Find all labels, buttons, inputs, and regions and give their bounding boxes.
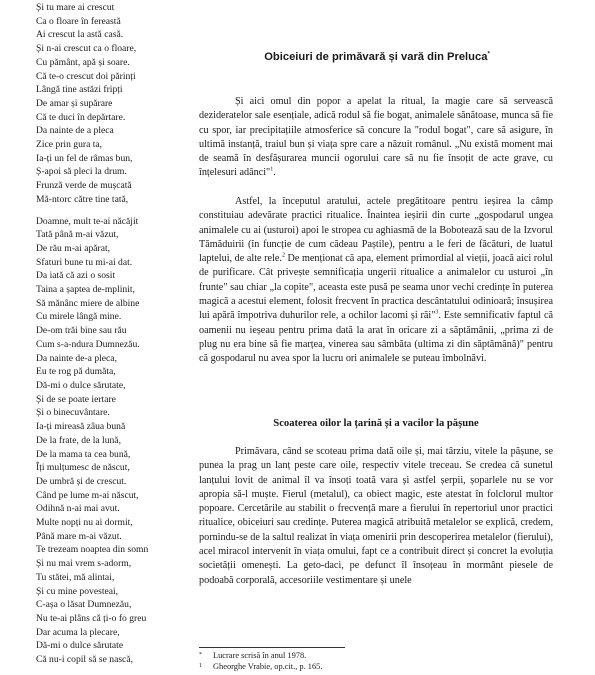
- title-footnote-mark: *: [487, 51, 490, 58]
- poem-line: Ai crescut la astă casă.: [36, 29, 124, 41]
- article-title-text: Obiceiuri de primăvară și vară din Preluca: [264, 51, 488, 63]
- poem-line: Tată până m-ai văzut,: [36, 229, 119, 241]
- poem-line: Te trezeam noaptea din somn: [36, 544, 149, 556]
- poem-line: De umbră și de crescut.: [36, 475, 127, 487]
- poem-line: Sfaturi bune tu mi-ai dat.: [36, 256, 133, 268]
- poem-line: Îți mulțumesc de născut,: [36, 462, 130, 474]
- poem-line: Doamne, mult te-ai năcăjit: [36, 215, 139, 227]
- poem-line: Ia-ți un fel de râmas bun,: [36, 152, 133, 164]
- footnote-item: [199, 661, 553, 672]
- poem-line: Da nainte de a pleca: [36, 125, 114, 137]
- poem-line: Dă-mi o dulce sărutate: [36, 640, 124, 652]
- poem-line: Ia-ți mireasă zâua bună: [36, 421, 126, 433]
- paragraph-text: De menționat că apa, element primordial al vieții, joacă aici rolul de purificare. Cât privește semnificația ungerii ritualice a animalelor cu usturoi „în frunte" sau chiar „la copite", aceasta este pusă pe seama unor vechi credințe în puterea magică a acestui element, folosit frecvent în practica descântatului odinioară; însușirea lui apără împotriva duhurilor rele, a ochilor lacomi și răi": [199, 253, 554, 322]
- poem-line: Cum s-a-ndura Dumnezău.: [36, 338, 140, 350]
- paragraph-text: Și aici omul din popor a apelat la ritual, la magie care să servească dezideratelor sale esențiale, adică rodul să fie bogat, animalele sănătoase, munca să fie cu spor, iar precipitațiile atmosferice să concure la "rodul bogat", care să asigure, în ultimă instanță, traiul bun și viața spre care a năzuit românul. „Nu există moment mai de seamă în desfășurarea muncii ogorului care să nu fie însoțit de acte grave, cu înțelesuri adânci": [199, 96, 553, 179]
- paragraph-text: .: [273, 167, 276, 179]
- poem-line: Dar acuma la plecare,: [36, 626, 120, 638]
- poem-line: Taina a șaptea de-mplinit,: [36, 284, 135, 296]
- poem-line: Frunză verde de mușcată: [36, 180, 132, 192]
- poem-line: Și nu mai vrem s-adorm,: [36, 558, 132, 570]
- poem-line: Până mare m-ai văzut.: [36, 530, 122, 542]
- footnote-item: [199, 650, 553, 661]
- poem-line: Că te duci în depărtare.: [36, 111, 126, 123]
- poem-line: Și o binecuvântare.: [36, 407, 110, 419]
- poem-line: Și tu mare ai crescut: [36, 2, 115, 13]
- article-paragraph-1: [199, 95, 553, 181]
- poem-line: De amar și supărare: [36, 97, 113, 109]
- poem-line: C-așa o lăsat Dumnezău,: [36, 599, 132, 611]
- poem-line: Da iată că azi o sosit: [36, 270, 116, 282]
- paragraph-text: Astfel, la începutul aratului, actele pregătitoare pentru ieșirea la câmp constituiau adevărate practici ritualice. Înaintea ieșirii din curte „gospodarul ungea animalele cu ai (usturoi) apoi le stropea cu aghiasmă de la Bobotează sau de la Izvorul Tămăduirii (în funcție de cum cădeau Paștile), pentru a le feri de făcături, de luatul laptelui, de alte rele.: [199, 196, 553, 265]
- footnote-text: Gheorghe Vrabie, op.cit., p. 165.: [213, 662, 323, 671]
- poem-column: [36, 1, 196, 667]
- article-paragraph-3: Primăvara, când se scoteau prima dată oile și, mai târziu, vitele la pășune, se punea la prag un lanț peste care oile, respectiv vitele treceau. Se credea că sunetul lanțului lovit de animal îl va însoți toată vara și astfel șerpii, șoparlele nu se vor apropia să-l muște. Fierul (metalul), ca obiect magic, este atestat în folclorul multor popoare. Cercetările au stabilit o frecvență mare a fierului în repertoriul unor practici ritualice, obiceiuri sau credințe. Puterea magică atribuită metalelor se explică, credem, pornindu-se de la saltul realizat în viața omenirii prin descoperirea metalelor (fierului), acel miracol intervenit în viața omului, fapt ce a contribuit direct și concret la evoluția societății omenești. La geto-daci, pe defunct îl însoțeau în mormânt piesele de podoabă corporală, accesoriile vestimentare și unele: [199, 446, 553, 586]
- poem-line: De rău m-ai apărat,: [36, 242, 111, 254]
- poem-line: Să mănânc miere de albine: [36, 297, 140, 309]
- poem-line: Da nainte de-a pleca,: [36, 352, 117, 364]
- poem-line: Că te-o crescut doi părinți: [36, 70, 136, 82]
- poem-line: Și de se poate iertare: [36, 393, 116, 405]
- article-paragraph-2: [199, 195, 553, 367]
- footnote-divider: [199, 647, 345, 648]
- poem-line: Și cu mine povesteai,: [36, 585, 119, 597]
- footnotes: [199, 650, 553, 672]
- poem-line: Când pe lume m-ai născut,: [36, 489, 139, 501]
- section-subtitle: Scoaterea oilor la țarină și a vacilor la pășune: [273, 418, 479, 429]
- poem-line: Multe nopți nu ai dormit,: [36, 517, 133, 529]
- paragraph-text: . Este semnificativ faptul că oamenii nu ieșeau pentru prima dată la arat în oricare zi a săptămânii, „prima zi de plug nu era bine să fie marțea, vinerea sau sâmbăta (ultima zi din săptămână)" pentru că gospodarul nu avea spor la lucru ori animalele se puteau îmbolnăvi.: [199, 310, 553, 365]
- footnote-text: Lucrare scrisă în anul 1978.: [213, 651, 307, 660]
- poem-line: Cu mirele lângă mine.: [36, 311, 122, 323]
- article-title: [227, 51, 527, 63]
- poem-line: Lângă tine astăzi fripți: [36, 84, 123, 96]
- footnote-mark: 2: [281, 252, 285, 259]
- poem-line: Ș-apoi să pleci la drum.: [36, 166, 127, 178]
- poem-line: Nu te-ai plâns că ți-o fo greu: [36, 612, 147, 624]
- footnote-number: *: [199, 652, 202, 658]
- poem-line: De la mama ta cea bună,: [36, 448, 131, 460]
- poem-line: Eu te rog pă dumăta,: [36, 366, 116, 378]
- poem-line: Ca o floare în fereastă: [36, 15, 121, 27]
- poem-line: Zice prin gura ta,: [36, 139, 103, 151]
- footnote-number: 1: [199, 663, 202, 669]
- poem-line: Cu pământ, apă și soare.: [36, 56, 130, 68]
- poem-line: De la frate, de la lună,: [36, 434, 121, 446]
- poem-line: De-om trăi bine sau rău: [36, 325, 127, 337]
- poem-line: Odihnă n-ai mai avut.: [36, 503, 120, 515]
- poem-line: Că nu-i copil să se nască,: [36, 654, 133, 666]
- poem-stanza-2: [36, 215, 196, 667]
- poem-line: Tu stătei, mă alintai,: [36, 571, 115, 583]
- footnote-mark: 1: [270, 167, 274, 174]
- poem-stanza-1: [36, 1, 196, 207]
- poem-line: Și n-ai crescut ca o floare,: [36, 43, 137, 55]
- poem-line: Mă-ntorc către tine tată,: [36, 193, 129, 205]
- poem-line: Dă-mi o dulce sărutate,: [36, 379, 126, 391]
- footnote-mark: 3: [435, 309, 439, 316]
